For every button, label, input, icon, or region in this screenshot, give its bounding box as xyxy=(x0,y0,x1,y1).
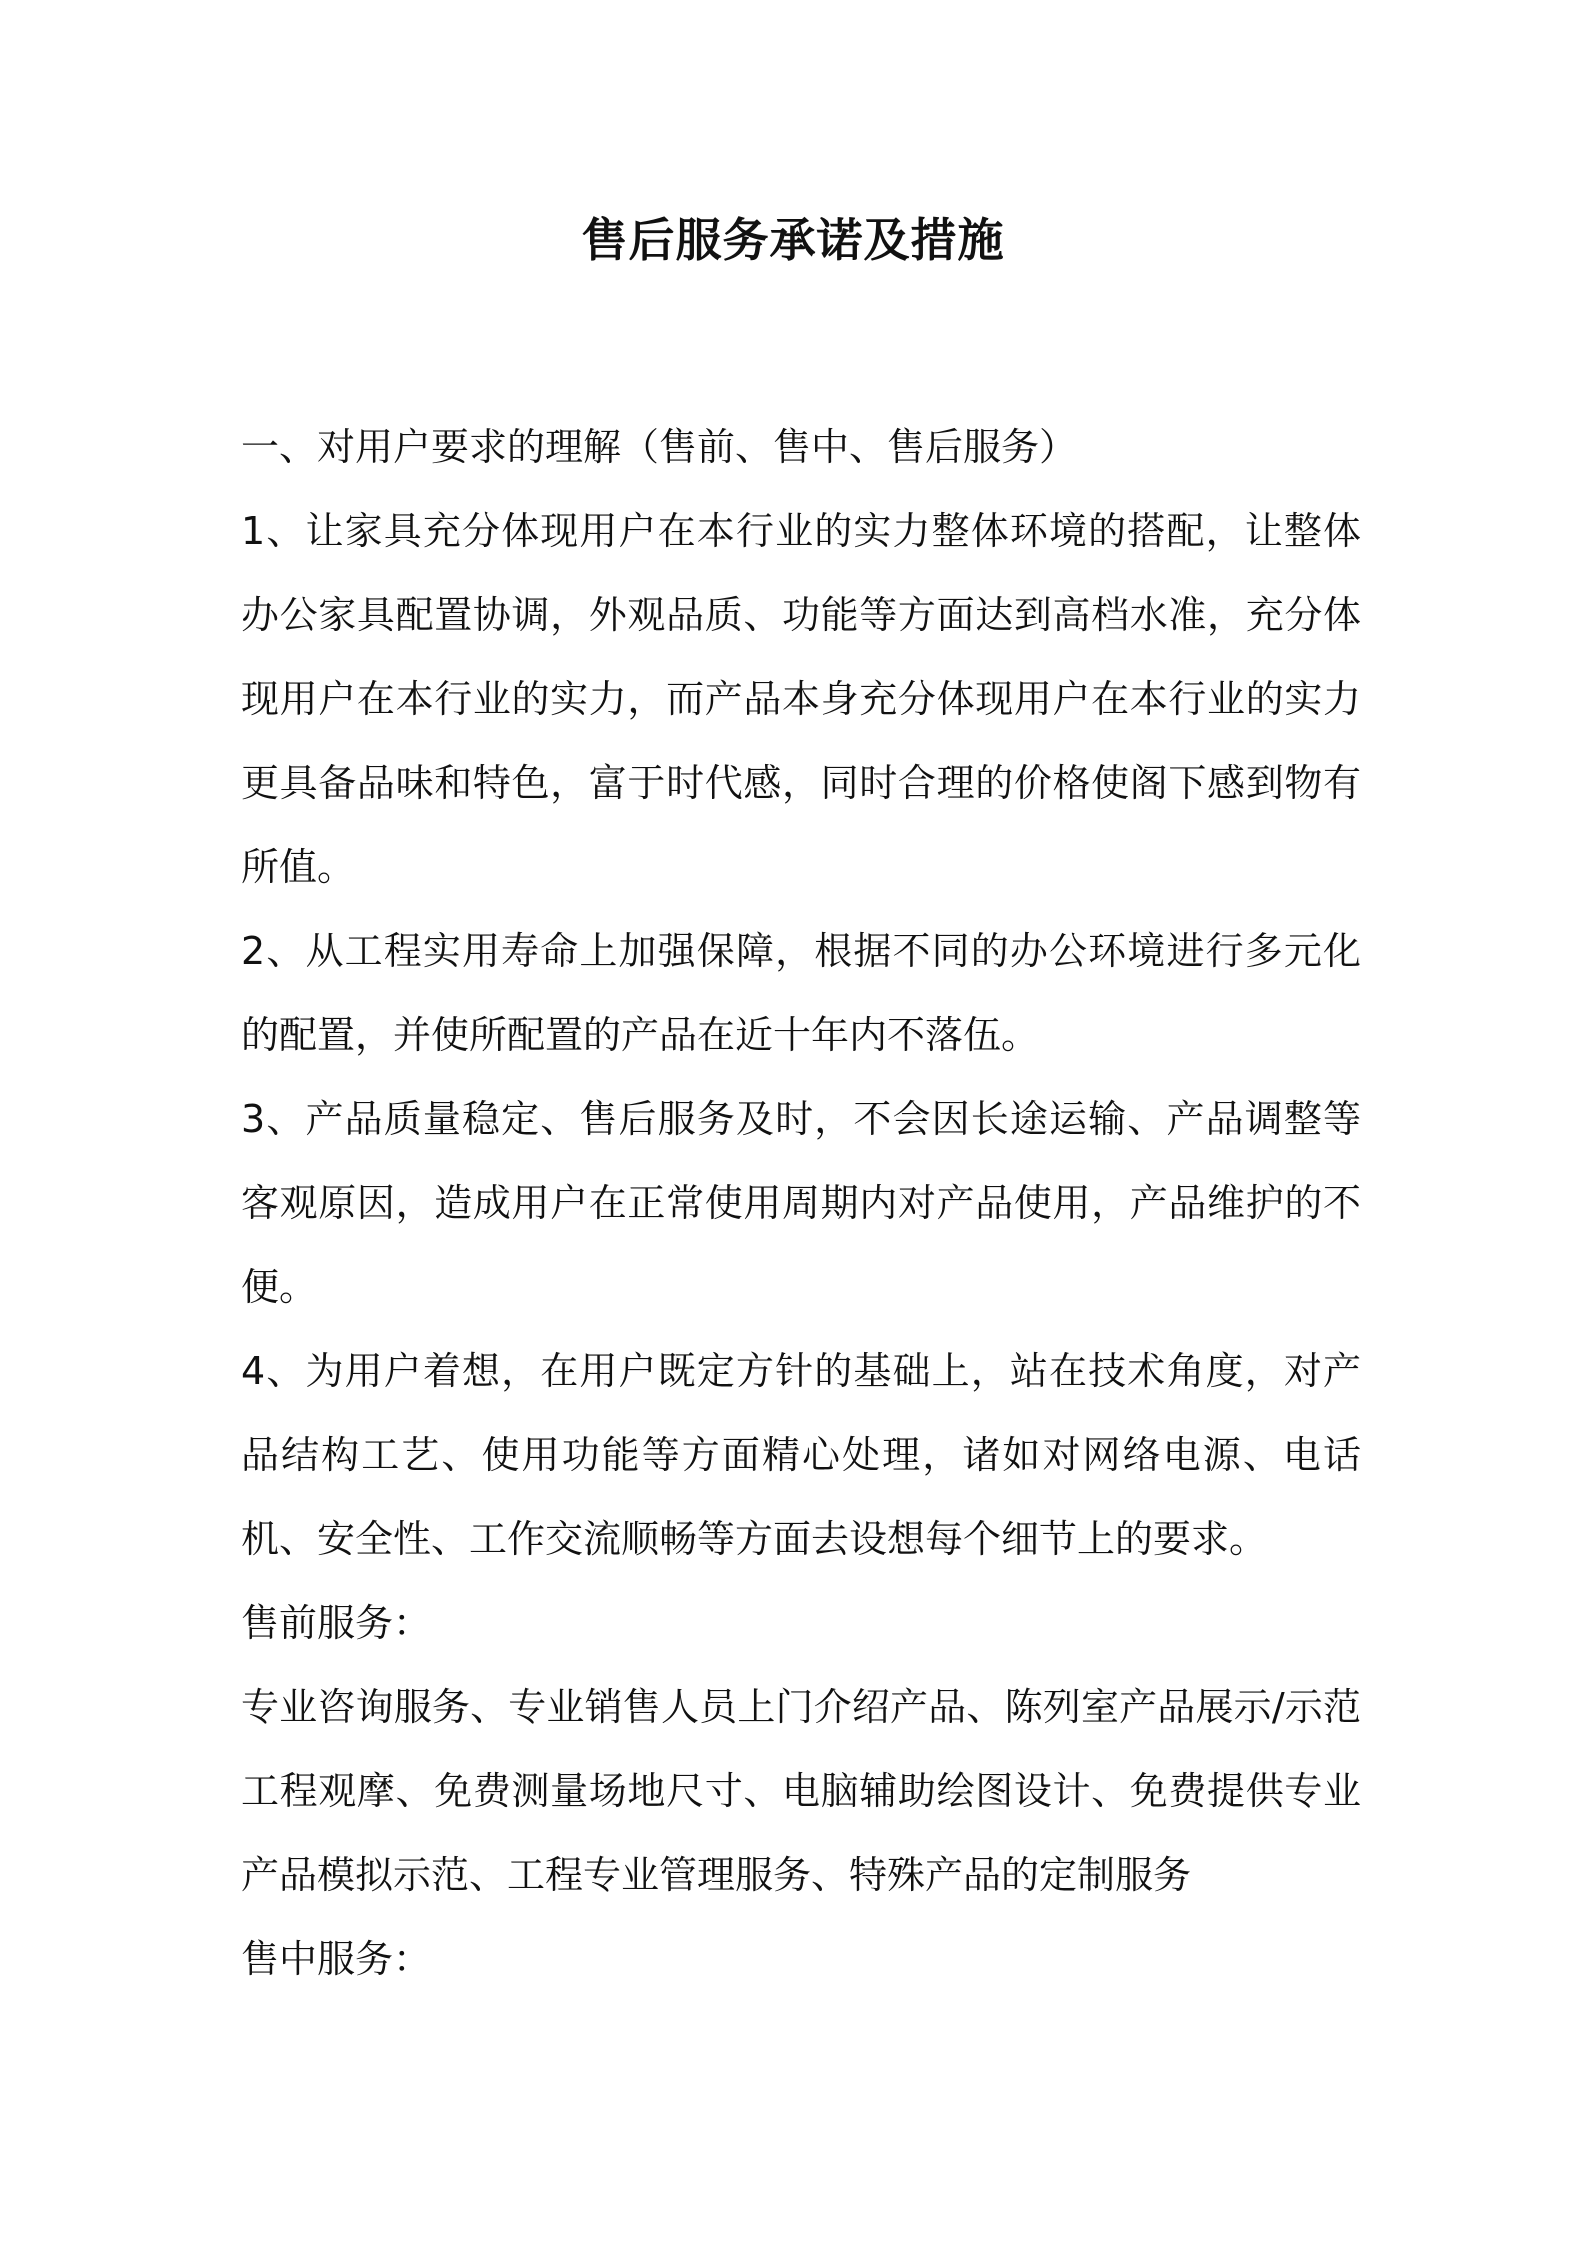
paragraph-item-4: 4、为用户着想，在用户既定方针的基础上，站在技术角度，对产品结构工艺、使用功能等方面精心处理，诸如对网络电源、电话机、安全性、工作交流顺畅等方面去设想每个细节上的要求。 xyxy=(241,1349,1361,1561)
subheading-in-sale-service: 售中服务： xyxy=(241,1937,432,1981)
paragraph-pre-sale-details: 专业咨询服务、专业销售人员上门介绍产品、陈列室产品展示/示范工程观摩、免费测量场地尺寸、电脑辅助绘图设计、免费提供专业产品模拟示范、工程专业管理服务、特殊产品的定制服务 xyxy=(241,1685,1361,1897)
document-title: 售后服务承诺及措施 xyxy=(581,213,1005,267)
paragraph-item-2: 2、从工程实用寿命上加强保障，根据不同的办公环境进行多元化的配置，并使所配置的产品在近十年内不落伍。 xyxy=(241,929,1361,1057)
section-heading-user-requirements: 一、对用户要求的理解（售前、售中、售后服务） xyxy=(241,425,1078,469)
subheading-pre-sale-service: 售前服务： xyxy=(241,1601,432,1645)
paragraph-item-3: 3、产品质量稳定、售后服务及时，不会因长途运输、产品调整等客观原因，造成用户在正常使用周期内对产品使用，产品维护的不便。 xyxy=(241,1097,1361,1309)
paragraph-item-1: 1、让家具充分体现用户在本行业的实力整体环境的搭配，让整体办公家具配置协调，外观品质、功能等方面达到高档水准，充分体现用户在本行业的实力，而产品本身充分体现用户在本行业的实力更具备品味和特色，富于时代感，同时合理的价格使阁下感到物有所值。 xyxy=(241,509,1361,889)
document-body xyxy=(241,405,1361,2001)
